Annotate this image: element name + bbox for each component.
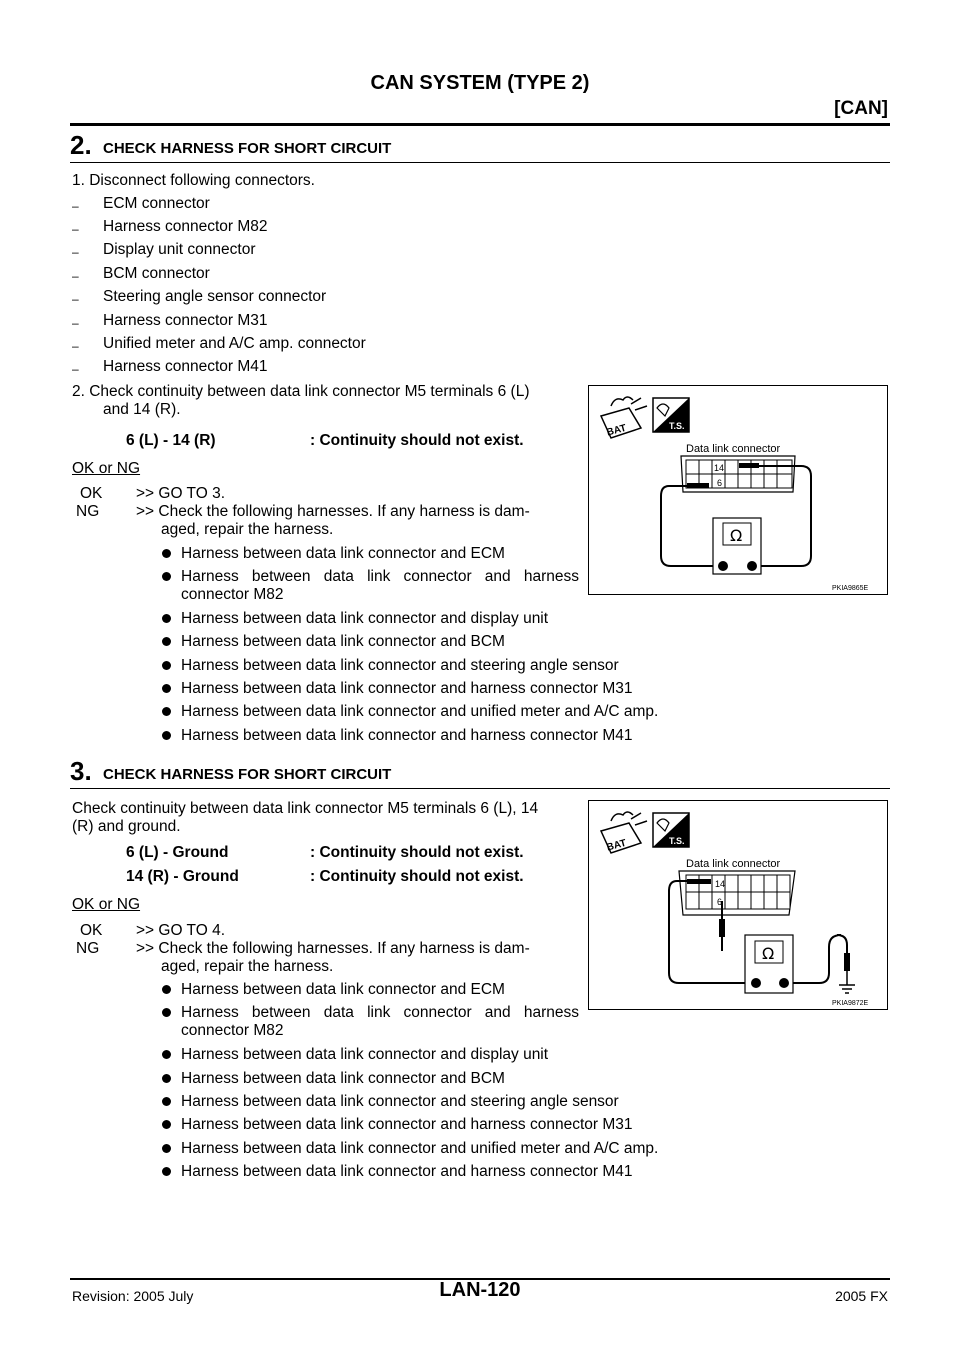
wiring-diagram: [589, 801, 887, 1009]
svg-text:T.S.: T.S.: [669, 836, 685, 846]
harness-item: Harness between data link connector and steering angle sensor: [181, 657, 619, 674]
spec-value: : Continuity should not exist.: [310, 868, 524, 885]
svg-text:Data link connector: Data link connector: [686, 858, 781, 870]
bullet-icon: [162, 661, 171, 670]
harness-item: Harness between data link connector and BCM: [181, 1070, 505, 1087]
svg-text:14: 14: [714, 463, 725, 473]
svg-text:Ω: Ω: [762, 944, 775, 963]
harness-item: Harness between data link connector and harness: [181, 568, 579, 585]
dash-icon: –: [72, 222, 79, 236]
svg-text:BAT: BAT: [605, 837, 628, 854]
spec-value: : Continuity should not exist.: [310, 432, 524, 449]
bullet-icon: [162, 1120, 171, 1129]
ok-action: >> GO TO 4.: [136, 922, 226, 939]
model-year: 2005 FX: [835, 1288, 888, 1304]
dash-icon: –: [72, 269, 79, 283]
step-title: CHECK HARNESS FOR SHORT CIRCUIT: [103, 140, 392, 157]
instruction: Check continuity between data link connector M5 terminals 6 (L), 14: [72, 800, 539, 817]
battery-icon: [601, 812, 647, 854]
dash-icon: –: [72, 362, 79, 376]
connector-item: Unified meter and A/C amp. connector: [103, 335, 366, 352]
ng-action: >> Check the following harnesses. If any harness is dam-: [136, 940, 530, 957]
bullet-icon: [162, 731, 171, 740]
harness-item: Harness between data link connector and ECM: [181, 981, 505, 998]
page-title: CAN SYSTEM (TYPE 2): [370, 72, 590, 94]
figure-continuity-test-2: [588, 800, 888, 1010]
wiring-diagram: [589, 386, 887, 594]
bullet-icon: [162, 1144, 171, 1153]
step-number: 2.: [70, 130, 92, 160]
svg-text:PKIA9865E: PKIA9865E: [832, 585, 869, 592]
connector-item: ECM connector: [103, 195, 210, 212]
harness-item: Harness between data link connector and display unit: [181, 1046, 549, 1063]
battery-icon: [601, 397, 647, 439]
bullet-icon: [162, 637, 171, 646]
ng-action: >> Check the following harnesses. If any harness is dam-: [136, 503, 530, 520]
page-number: LAN-120: [439, 1279, 521, 1301]
ng-action: aged, repair the harness.: [161, 521, 334, 538]
bullet-icon: [162, 1167, 171, 1176]
step-3-header: [70, 756, 890, 789]
harness-item: Harness between data link connector and unified meter and A/C amp.: [181, 703, 659, 720]
ng-label: NG: [76, 940, 100, 957]
ts-icon: [653, 813, 689, 847]
harness-item: Harness between data link connector and harness connector M41: [181, 1163, 633, 1180]
ok-or-ng-heading: OK or NG: [72, 460, 141, 477]
harness-item: Harness between data link connector and display unit: [181, 610, 549, 627]
header-rule: [70, 123, 890, 126]
bullet-icon: [162, 572, 171, 581]
svg-text:Data link connector: Data link connector: [686, 443, 781, 455]
spec-label: 14 (R) - Ground: [126, 868, 239, 885]
harness-item: Harness between data link connector and harness connector M41: [181, 727, 633, 744]
svg-text:6: 6: [717, 478, 723, 488]
bullet-icon: [162, 1074, 171, 1083]
ok-label: OK: [80, 922, 103, 939]
instruction: (R) and ground.: [72, 818, 181, 835]
step-2-header: [70, 130, 890, 163]
bullet-icon: [162, 684, 171, 693]
ok-or-ng-heading: OK or NG: [72, 896, 141, 913]
connector-item: Steering angle sensor connector: [103, 288, 327, 305]
connector-item: Harness connector M41: [103, 358, 268, 375]
dash-icon: –: [72, 292, 79, 306]
svg-text:Ω: Ω: [730, 526, 743, 545]
harness-item: Harness between data link connector and ECM: [181, 545, 505, 562]
svg-text:T.S.: T.S.: [669, 421, 685, 431]
harness-item: Harness between data link connector and harness connector M31: [181, 680, 633, 697]
ng-action: aged, repair the harness.: [161, 958, 334, 975]
spec-label: 6 (L) - Ground: [126, 844, 229, 861]
ng-label: NG: [76, 503, 100, 520]
harness-item: Harness between data link connector and steering angle sensor: [181, 1093, 619, 1110]
bullet-icon: [162, 549, 171, 558]
bullet-icon: [162, 1050, 171, 1059]
instruction: 2. Check continuity between data link connector M5 terminals 6 (L): [72, 383, 530, 400]
connector-item: Harness connector M31: [103, 312, 268, 329]
svg-text:PKIA9872E: PKIA9872E: [832, 1000, 869, 1007]
harness-item: connector M82: [181, 1022, 284, 1039]
connector-item: Harness connector M82: [103, 218, 268, 235]
revision-date: Revision: 2005 July: [72, 1288, 194, 1304]
instruction: and 14 (R).: [103, 401, 181, 418]
dash-icon: –: [72, 245, 79, 259]
dash-icon: –: [72, 199, 79, 213]
spec-label: 6 (L) - 14 (R): [126, 432, 216, 449]
svg-text:BAT: BAT: [605, 422, 628, 439]
bullet-icon: [162, 707, 171, 716]
bullet-icon: [162, 1008, 171, 1017]
step-title: CHECK HARNESS FOR SHORT CIRCUIT: [103, 766, 392, 783]
spec-value: : Continuity should not exist.: [310, 844, 524, 861]
ok-label: OK: [80, 485, 103, 502]
harness-item: Harness between data link connector and BCM: [181, 633, 505, 650]
bullet-icon: [162, 614, 171, 623]
connector-item: BCM connector: [103, 265, 210, 282]
figure-continuity-test-1: [588, 385, 888, 595]
bullet-icon: [162, 1097, 171, 1106]
dash-icon: –: [72, 316, 79, 330]
ok-action: >> GO TO 3.: [136, 485, 226, 502]
harness-item: Harness between data link connector and unified meter and A/C amp.: [181, 1140, 659, 1157]
section-tag: [CAN]: [834, 98, 888, 119]
harness-item: connector M82: [181, 586, 284, 603]
harness-item: Harness between data link connector and harness: [181, 1004, 579, 1021]
bullet-icon: [162, 985, 171, 994]
harness-item: Harness between data link connector and harness connector M31: [181, 1116, 633, 1133]
step-number: 3.: [70, 756, 92, 786]
ts-icon: [653, 398, 689, 432]
svg-text:14: 14: [715, 879, 726, 889]
dash-icon: –: [72, 339, 79, 353]
instruction: 1. Disconnect following connectors.: [72, 172, 315, 189]
connector-item: Display unit connector: [103, 241, 256, 258]
svg-text:6: 6: [717, 897, 723, 907]
